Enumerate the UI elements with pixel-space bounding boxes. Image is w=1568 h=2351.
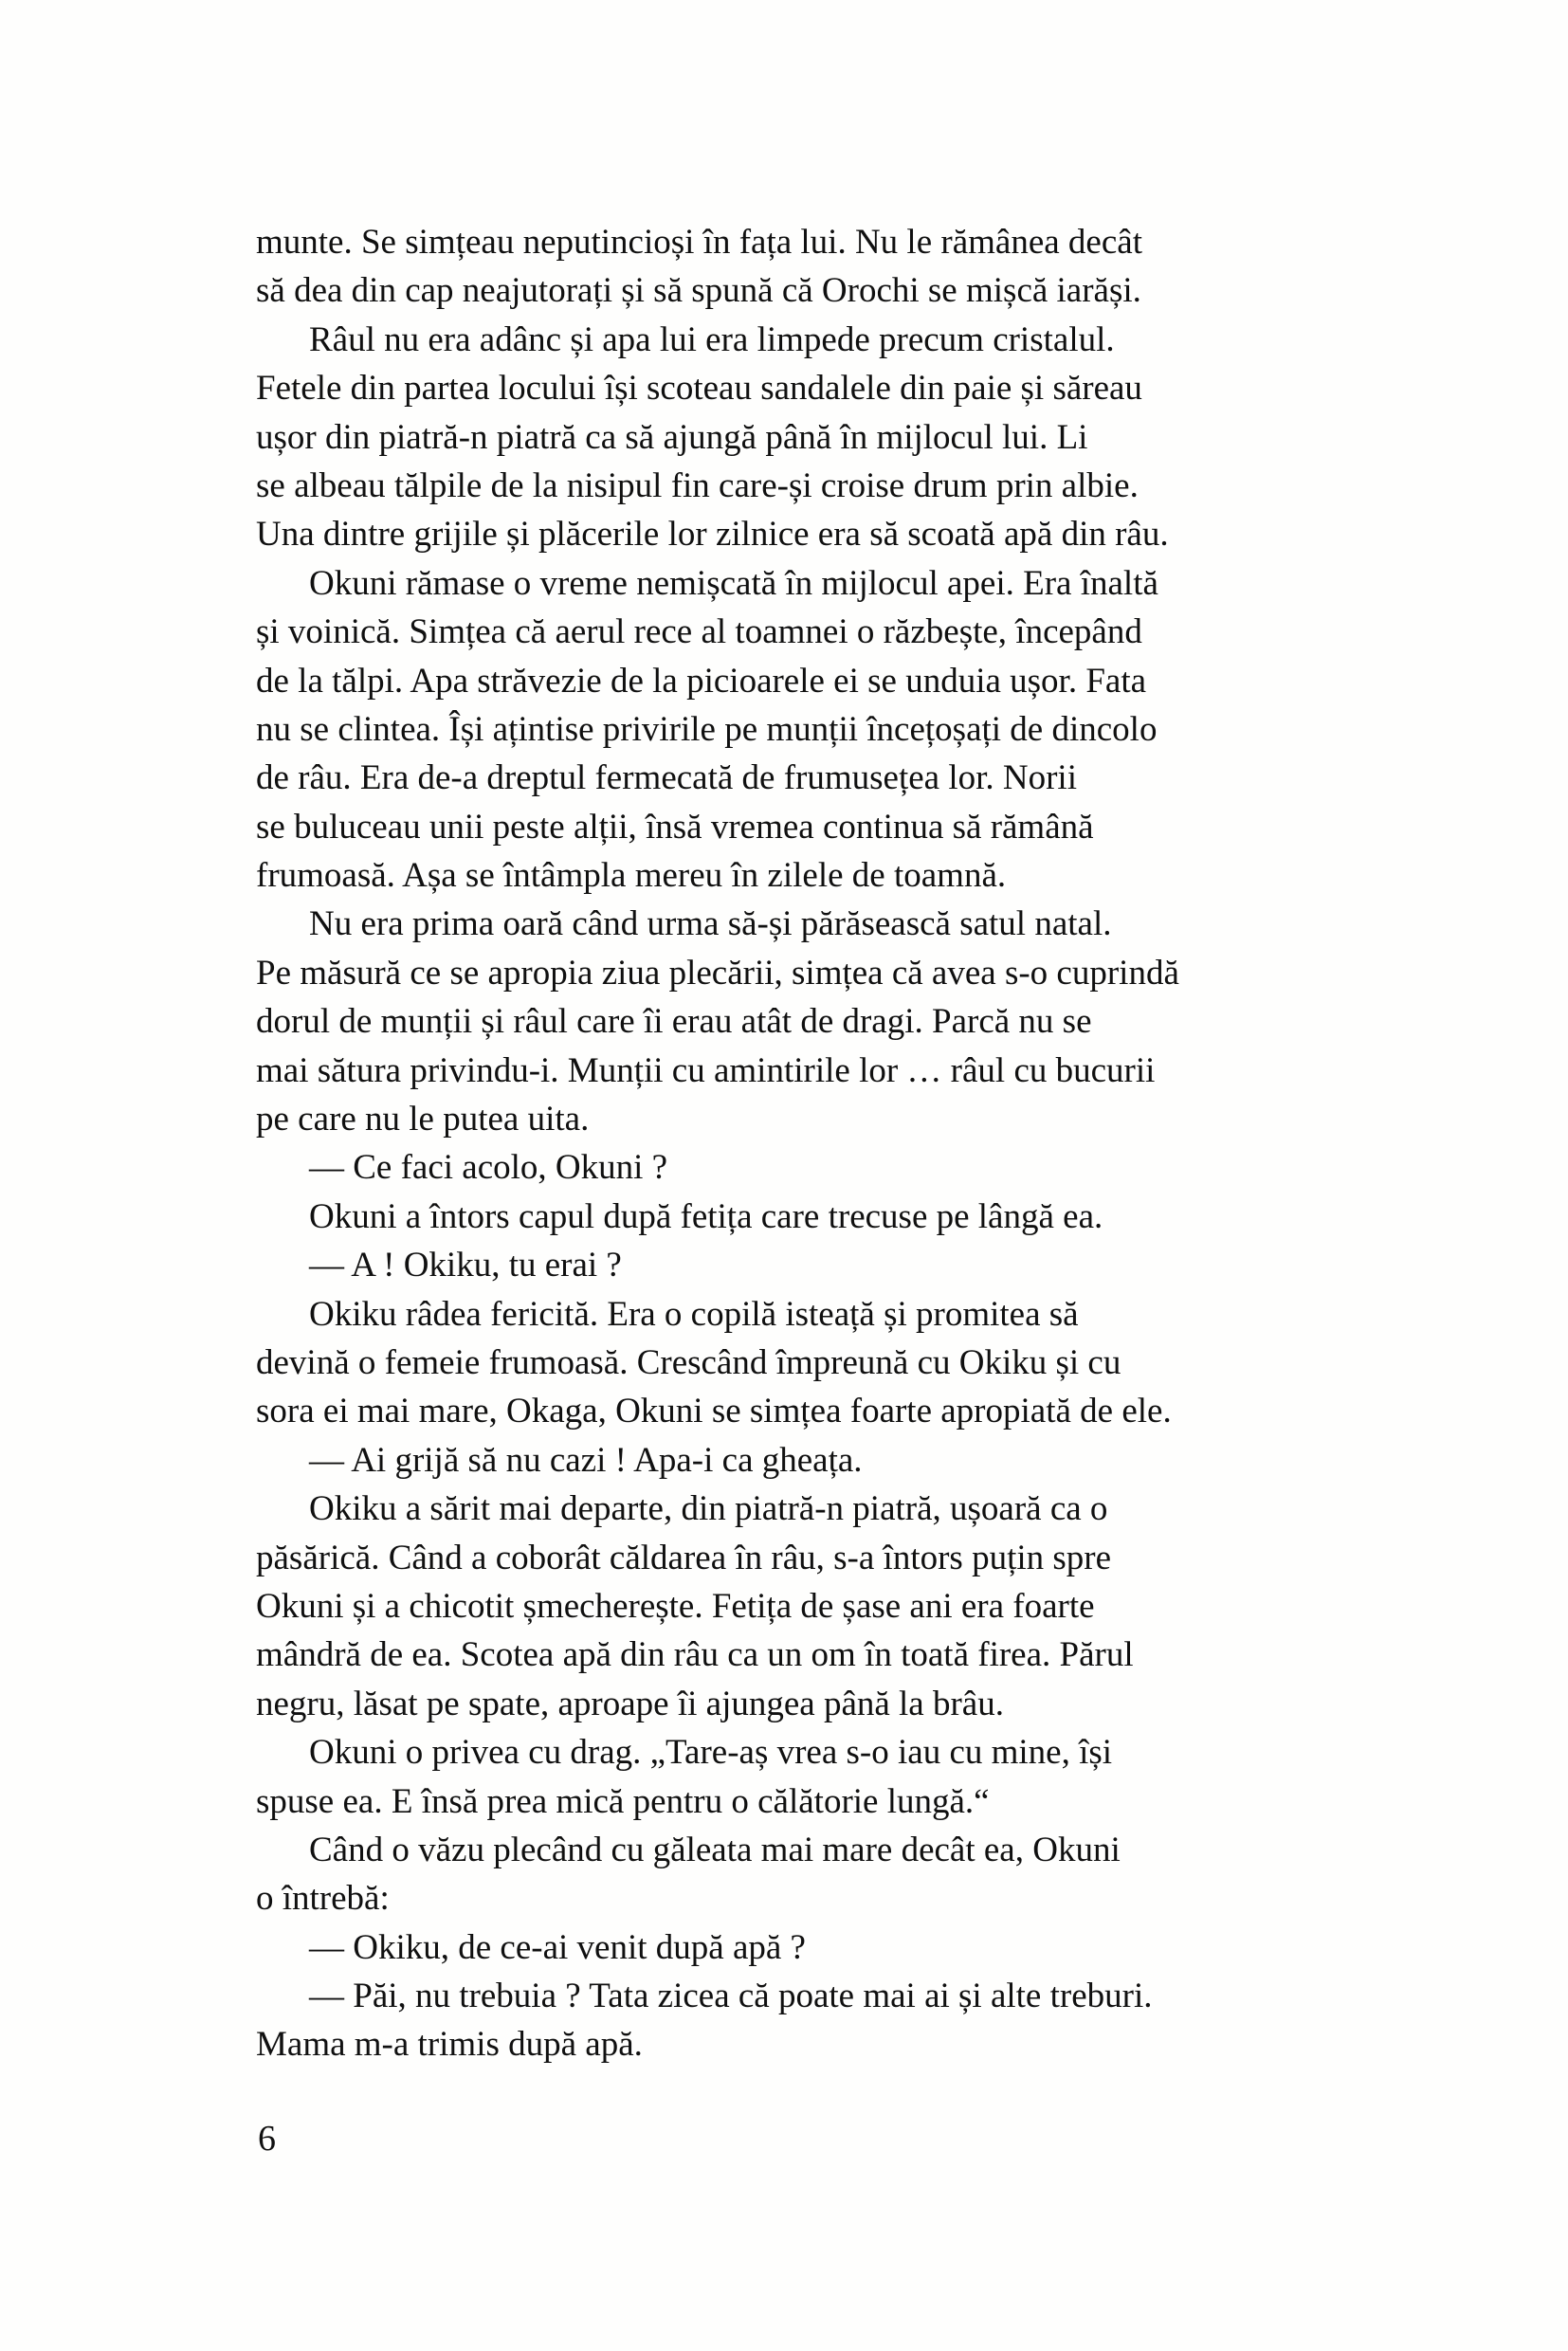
text-line (256, 803, 1323, 851)
text-line (256, 705, 1323, 754)
text-line (256, 1047, 1323, 1095)
text-line (256, 1777, 1323, 1826)
text-line-content: se buluceau unii peste alții, însă vremea continua să rămână (256, 807, 1094, 847)
text-line-content: — Ce faci acolo, Okuni ? (309, 1148, 668, 1188)
text-line (256, 997, 1323, 1046)
text-line (256, 559, 1323, 608)
text-line (256, 2020, 1323, 2069)
text-line-content: sora ei mai mare, Okaga, Okuni se simțea foarte apropiată de ele. (256, 1392, 1172, 1431)
text-line-content: — A ! Okiku, tu erai ? (309, 1246, 622, 1285)
text-line (256, 754, 1323, 802)
text-line-content: negru, lăsat pe spate, aproape îi ajungea până la brâu. (256, 1684, 1004, 1723)
text-line-content: de la tălpi. Apa străvezie de la picioarele ei se unduia ușor. Fata (256, 661, 1147, 701)
text-line-content: Una dintre grijile și plăcerile lor zilnice era să scoată apă din râu. (256, 515, 1169, 555)
text-line-content: munte. Se simțeau neputincioși în fața lui. Nu le rămânea decât (256, 223, 1142, 262)
text-line (256, 510, 1323, 558)
text-line (256, 1339, 1323, 1387)
text-line (256, 1436, 1323, 1485)
text-line-content: se albeau tălpile de la nisipul fin care-și croise drum prin albie. (256, 465, 1139, 505)
text-line-content: Okiku râdea fericită. Era o copilă isteață și promitea să (309, 1294, 1079, 1334)
text-line (256, 316, 1323, 364)
text-line (256, 608, 1323, 656)
text-line (256, 1680, 1323, 1728)
text-line-content: Mama m-a trimis după apă. (256, 2025, 643, 2065)
text-line (256, 851, 1323, 900)
text-line-content: și voinică. Simțea că aerul rece al toamnei o răzbește, începând (256, 612, 1142, 652)
text-line (256, 900, 1323, 948)
text-line-content: — Păi, nu trebuia ? Tata zicea că poate mai ai și alte treburi. (309, 1977, 1153, 2016)
text-line-content: de râu. Era de-a dreptul fermecată de frumusețea lor. Norii (256, 758, 1077, 798)
text-line (256, 1631, 1323, 1679)
text-line (256, 364, 1323, 412)
text-line-content: — Okiku, de ce-ai venit după apă ? (309, 1927, 806, 1967)
text-line-content: Râul nu era adânc și apa lui era limpede precum cristalul. (309, 319, 1115, 359)
text-line-content: Pe măsură ce se apropia ziua plecării, simțea că avea s-o cuprindă (256, 953, 1179, 993)
text-line (256, 1095, 1323, 1143)
text-line (256, 218, 1323, 266)
text-line-content: mai sătura privindu-i. Munții cu amintirile lor … râul cu bucurii (256, 1050, 1156, 1090)
text-line (256, 1972, 1323, 2020)
text-line-content: — Ai grijă să nu cazi ! Apa-i ca gheața. (309, 1440, 863, 1480)
text-line-content: pe care nu le putea uita. (256, 1100, 590, 1139)
text-line (256, 657, 1323, 705)
text-line (256, 1728, 1323, 1777)
page-number: 6 (258, 2119, 276, 2159)
page-text (256, 218, 1323, 2069)
text-line-content: frumoasă. Așa se întâmpla mereu în zilele de toamnă. (256, 856, 1007, 896)
text-line (256, 1923, 1323, 1972)
text-line-content: o întrebă: (256, 1879, 390, 1919)
text-line (256, 1826, 1323, 1874)
text-line-content: spuse ea. E însă prea mică pentru o călătorie lungă.“ (256, 1781, 990, 1821)
text-line (256, 1534, 1323, 1582)
text-line (256, 1241, 1323, 1289)
text-line (256, 462, 1323, 510)
text-line-content: devină o femeie frumoasă. Crescând împreună cu Okiku și cu (256, 1342, 1121, 1382)
text-line-content: dorul de munții și râul care îi erau atât de dragi. Parcă nu se (256, 1002, 1092, 1042)
text-line-content: Okuni și a chicotit șmecherește. Fetița de șase ani era foarte (256, 1586, 1095, 1626)
text-line (256, 1193, 1323, 1241)
text-line (256, 266, 1323, 315)
text-line (256, 1143, 1323, 1192)
text-line (256, 949, 1323, 997)
text-line (256, 1387, 1323, 1435)
text-line-content: Okuni rămase o vreme nemișcată în mijlocul apei. Era înaltă (309, 563, 1158, 603)
text-line (256, 1485, 1323, 1533)
text-line-content: ușor din piatră-n piatră ca să ajungă până în mijlocul lui. Li (256, 417, 1088, 457)
text-line-content: Când o văzu plecând cu găleata mai mare decât ea, Okuni (309, 1830, 1121, 1869)
text-line-content: Nu era prima oară când urma să-și părăsească satul natal. (309, 904, 1112, 944)
text-line (256, 1290, 1323, 1339)
text-line-content: să dea din cap neajutorați și să spună că Orochi se mișcă iarăși. (256, 271, 1141, 311)
text-line (256, 1874, 1323, 1923)
text-line-content: nu se clintea. Își ațintise privirile pe munții încețoșați de dincolo (256, 709, 1158, 749)
text-line-content: Fetele din partea locului își scoteau sandalele din paie și săreau (256, 369, 1142, 409)
text-line-content: Okuni o privea cu drag. „Tare-aș vrea s-o iau cu mine, își (309, 1733, 1113, 1773)
text-line (256, 413, 1323, 462)
text-line-content: păsărică. Când a coborât căldarea în râu, s-a întors puțin spre (256, 1538, 1112, 1577)
text-line (256, 1582, 1323, 1631)
text-line-content: Okuni a întors capul după fetița care trecuse pe lângă ea. (309, 1196, 1103, 1236)
text-line-content: mândră de ea. Scotea apă din râu ca un om în toată firea. Părul (256, 1635, 1134, 1675)
text-line-content: Okiku a sărit mai departe, din piatră-n piatră, ușoară ca o (309, 1489, 1108, 1529)
